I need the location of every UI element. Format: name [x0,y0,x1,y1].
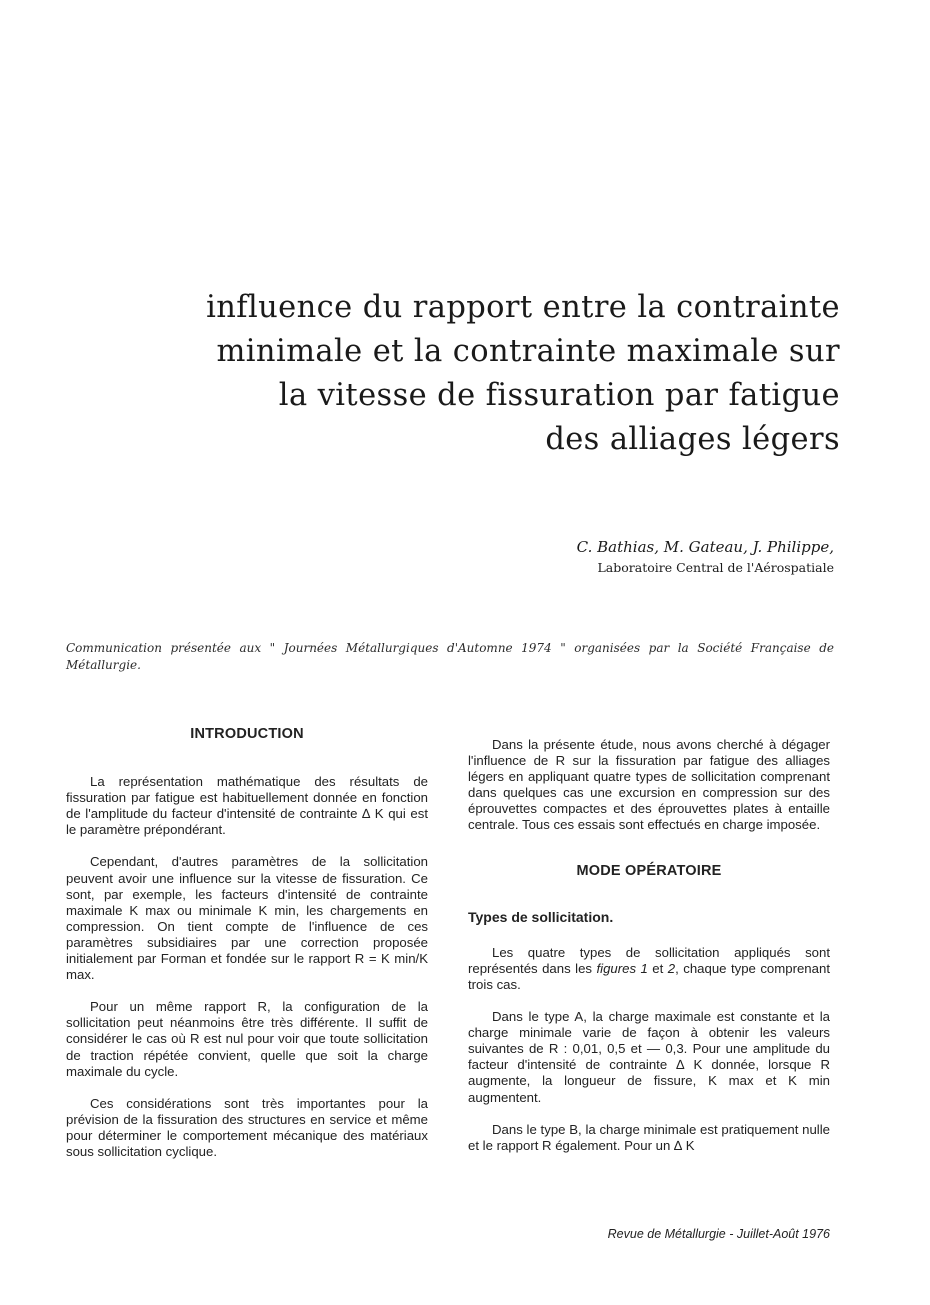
intro-paragraph-4: Ces considérations sont très importantes pour la prévision de la fissuration des structures en service et même pour déterminer le comportement mécanique des matériaux sous sollicitation cyclique. [66,1095,428,1159]
type-b-paragraph: Dans le type B, la charge minimale est pratiquement nulle et le rapport R également. Pour un ∆ K [468,1121,830,1153]
types-text-c: , chaque type comprenant trois cas. [468,960,830,992]
figures-ref-1: figures 1 [596,960,648,976]
study-paragraph: Dans la présente étude, nous avons cherché à dégager l'influence de R sur la fissuration par fatigue des alliages légers en appliquant quatre types de sollicitation comprenant dans quelques cas une excursion en compression sur des éprouvettes compactes et des éprouvettes plates à entaille centrale. Tous ces essais sont effectués en charge imposée. [468,737,830,833]
right-column [468,722,830,1154]
left-column [66,722,428,1160]
types-paragraph [468,945,830,993]
types-text-b: et [647,960,668,976]
communication-note: Communication présentée aux " Journées Métallurgiques d'Automne 1974 " organisées par la Société Française de Métallurgie. [66,641,834,672]
mode-operatoire-heading: MODE OPÉRATOIRE [576,862,722,879]
authors: C. Bathias, M. Gateau, J. Philippe, [576,538,834,556]
title-line-2: minimale et la contrainte maximale sur [216,334,840,369]
journal-footer: Revue de Métallurgie - Juillet-Août 1976 [607,1227,830,1241]
title-line-3: la vitesse de fissuration par fatigue [278,378,840,413]
article-title [180,286,840,462]
types-text-a: Les quatre types de sollicitation appliqués sont représentés dans les [468,944,830,976]
intro-paragraph-2: Cependant, d'autres paramètres de la sollicitation peuvent avoir une influence sur la vitesse de fissuration. Ce sont, par exemple, les facteurs d'intensité de contrainte maximale K max ou minimale K min, les chargements en compression. On tient compte de l'influence de ces paramètres subsidiaires par une correction proposée initialement par Forman et fondée sur le rapport R = K min/K max. [66,854,428,983]
title-line-4: des alliages légers [545,422,840,457]
intro-paragraph-3: Pour un même rapport R, la configuration de la sollicitation peut néanmoins être très différente. Il suffit de considérer le cas où R est nul pour voir que toute sollicitation de traction répétée convient, quelle que soit la charge maximale du cycle. [66,999,428,1079]
type-a-paragraph: Dans le type A, la charge maximale est constante et la charge minimale varie de façon à obtenir les valeurs suivantes de R : 0,01, 0,5 et — 0,3. Pour une amplitude du facteur d'intensité de contrainte ∆ K donnée, lorsque R augmente, la longueur de fissure, K max et K min augmentent. [468,1009,830,1105]
types-sollicitation-subheading: Types de sollicitation. [468,908,614,925]
figures-ref-2: 2 [667,960,676,976]
introduction-heading: INTRODUCTION [190,726,304,742]
title-line-1: influence du rapport entre la contrainte [206,290,840,325]
affiliation: Laboratoire Central de l'Aérospatiale [597,560,834,575]
intro-paragraph-1: La représentation mathématique des résultats de fissuration par fatigue est habituellement donnée en fonction de l'amplitude du facteur d'intensité de contrainte ∆ K qui est le paramètre prépondérant. [66,774,428,838]
